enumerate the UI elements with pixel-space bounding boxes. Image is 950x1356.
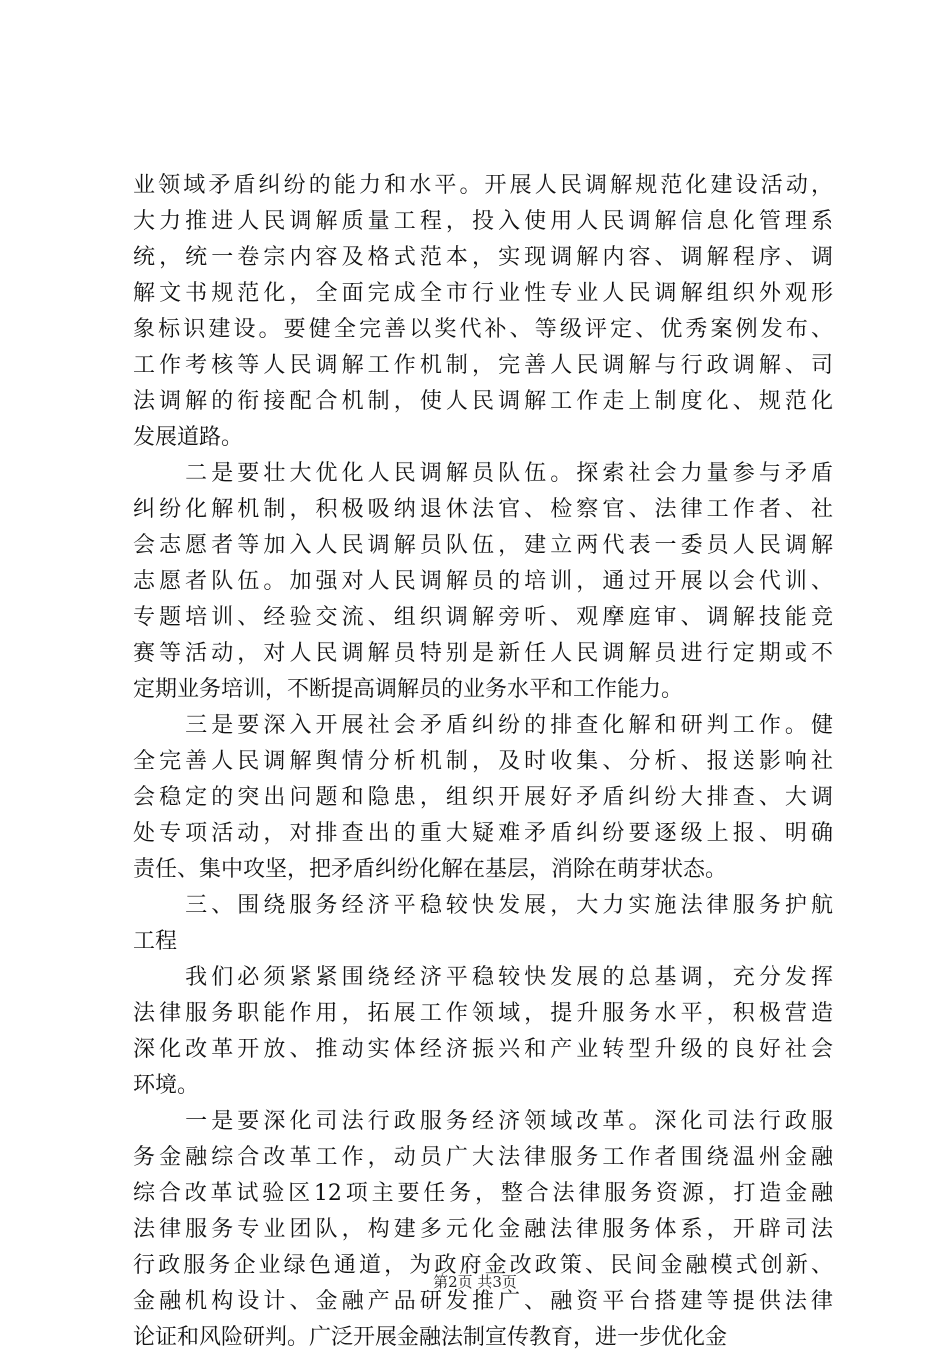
text-line: 一是要深化司法行政服务经济领域改革。深化司法行政服 (133, 1109, 833, 1134)
text-line: 综合改革试验区12项主要任务，整合法律服务资源，打造金融 (133, 1181, 833, 1206)
text-line: 解文书规范化，全面完成全市行业性专业人民调解组织外观形 (133, 281, 833, 306)
text-line: 我们必须紧紧围绕经济平稳较快发展的总基调，充分发挥 (133, 965, 833, 990)
text-line: 论证和风险研判。广泛开展金融法制宣传教育，进一步优化金 (133, 1325, 728, 1350)
text-line: 专题培训、经验交流、组织调解旁听、观摩庭审、调解技能竞 (133, 605, 833, 630)
text-line: 责任、集中攻坚，把矛盾纠纷化解在基层，消除在萌芽状态。 (133, 857, 728, 882)
page-footer: 第2页 共3页 (433, 1273, 517, 1291)
document-body (133, 168, 833, 1356)
text-line: 法调解的衔接配合机制，使人民调解工作走上制度化、规范化 (133, 389, 833, 414)
text-line: 全完善人民调解舆情分析机制，及时收集、分析、报送影响社 (133, 749, 833, 774)
text-line: 赛等活动，对人民调解员特别是新任人民调解员进行定期或不 (133, 641, 833, 666)
text-line: 深化改革开放、推动实体经济振兴和产业转型升级的良好社会 (133, 1037, 833, 1062)
text-line: 象标识建设。要健全完善以奖代补、等级评定、优秀案例发布、 (133, 317, 833, 342)
text-line: 定期业务培训，不断提高调解员的业务水平和工作能力。 (133, 677, 684, 702)
text-line: 工程 (133, 929, 178, 954)
text-line: 工作考核等人民调解工作机制，完善人民调解与行政调解、司 (133, 353, 833, 378)
text-line: 三是要深入开展社会矛盾纠纷的排查化解和研判工作。健 (133, 713, 833, 738)
text-line: 发展道路。 (133, 425, 244, 450)
text-line: 业领域矛盾纠纷的能力和水平。开展人民调解规范化建设活动， (133, 173, 833, 198)
text-line: 大力推进人民调解质量工程，投入使用人民调解信息化管理系 (133, 209, 833, 234)
text-line: 二是要壮大优化人民调解员队伍。探索社会力量参与矛盾 (133, 461, 833, 486)
text-line: 纠纷化解机制，积极吸纳退休法官、检察官、法律工作者、社 (133, 497, 833, 522)
text-line: 金融机构设计、金融产品研发推广、融资平台搭建等提供法律 (133, 1289, 833, 1314)
text-line: 三、围绕服务经济平稳较快发展，大力实施法律服务护航 (133, 893, 833, 918)
text-line: 行政服务企业绿色通道，为政府金改政策、民间金融模式创新、 (133, 1253, 833, 1278)
text-line: 志愿者队伍。加强对人民调解员的培训，通过开展以会代训、 (133, 569, 833, 594)
text-line: 统，统一卷宗内容及格式范本，实现调解内容、调解程序、调 (133, 245, 833, 270)
text-line: 法律服务专业团队，构建多元化金融法律服务体系，开辟司法 (133, 1217, 833, 1242)
text-line: 法律服务职能作用，拓展工作领域，提升服务水平，积极营造 (133, 1001, 833, 1026)
text-line: 会稳定的突出问题和隐患，组织开展好矛盾纠纷大排查、大调 (133, 785, 833, 810)
text-line: 务金融综合改革工作，动员广大法律服务工作者围绕温州金融 (133, 1145, 833, 1170)
text-line: 处专项活动，对排查出的重大疑难矛盾纠纷要逐级上报、明确 (133, 821, 833, 846)
text-line: 会志愿者等加入人民调解员队伍，建立两代表一委员人民调解 (133, 533, 833, 558)
text-line: 环境。 (133, 1073, 200, 1098)
